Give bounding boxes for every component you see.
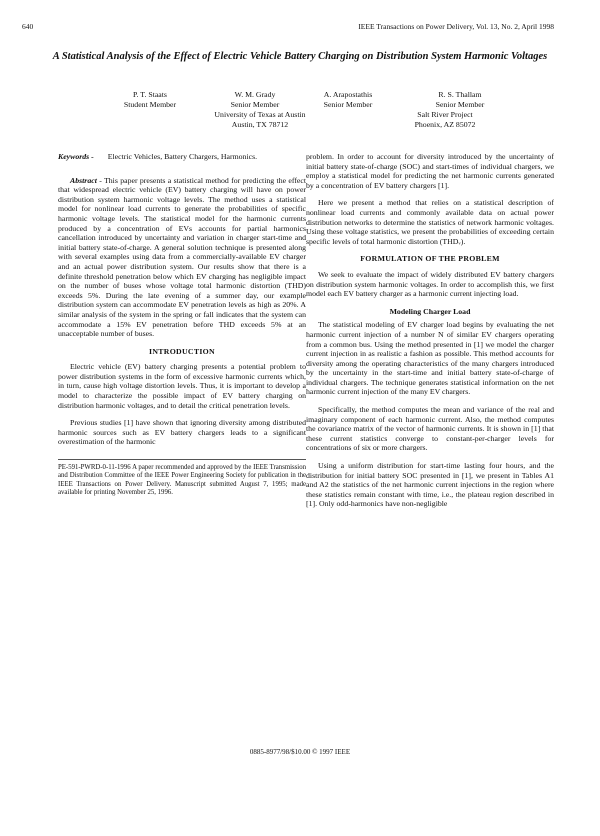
author-name: A. Arapostathis: [323, 90, 373, 99]
body-paragraph: problem. In order to account for diversity introduced by the uncertainty of initial battery state-of-charge (SOC) and start-times of individual chargers, we employ a statistical model for predicting the net harmonic currents generated by a concentration of EV battery chargers [1].: [306, 152, 554, 190]
affiliation-location: Phoenix, AZ 85072: [414, 120, 476, 129]
author: [100, 90, 200, 110]
journal-header: IEEE Transactions on Power Delivery, Vol. 13, No. 2, April 1998: [358, 22, 554, 31]
formulation-heading: FORMULATION OF THE PROBLEM: [360, 254, 500, 264]
abstract-text: - This paper presents a statistical method for predicting the effect that widespread electric vehicle (EV) battery charging will have on power distribution system harmonic voltage levels. The method uses a statistical model for nonlinear load currents to generate the probabilities of specific harmonic voltage levels. The statistical model for the harmonic currents produced by a concentration of EVs accounts for partial harmonics cancellation introduced by uncertainty and variation in charger start-time and initial battery state-of-charge. A general solution technique is presented along with several examples using data from a commercially-available EV charger and an actual power distribution system. Our results show that there is a definite threshold penetration below which EV charging has negligible impact on the number of buses whose voltage total harmonic distortion (THD) exceeds 5%. During the late evening of a summer day, our example distribution system can accommodate EV penetration levels as high as 20%. A similar analysis of the system in the spring or fall indicates that the system can accommodate a 15% EV penetration before THD exceeds 5% at an unacceptable number of buses.: [58, 175, 307, 339]
body-paragraph: Using a uniform distribution for start-time lasting four hours, and the distribution for initial battery SOC presented in [1], we present in Tables A1 and A2 the statistics of the net harmonic current injections in the region where these statistics remain constant with time, i.e., the plateau region described in [1]. Only odd-harmonics have non-negligible: [306, 461, 554, 509]
modeling-heading: Modeling Charger Load: [389, 306, 471, 316]
body-paragraph: Here we present a method that relies on a statistical description of nonlinear load currents and commonly available data on actual power distribution networks to determine the statistics of network harmonic voltages. Using these voltage statistics, we present the probabilities of exceeding certain specific levels of total harmonic distortion (THDᵥ).: [306, 198, 554, 246]
author-role: Senior Member: [323, 100, 373, 109]
copyright-notice: 0885-8977/98/$10.00 © 1997 IEEE: [249, 748, 351, 756]
left-column: [58, 152, 306, 506]
author-role: Senior Member: [435, 100, 485, 109]
affiliation-location: Austin, TX 78712: [231, 120, 289, 129]
footnote: PE-591-PWRD-0-11-1996 A paper recommended and approved by the IEEE Transmission and Distribution Committee of the IEEE Power Engineering Society for publication in the IEEE Transactions on Power Delivery. Manuscript submitted August 7, 1995; made available for printing November 25, 1996.: [58, 459, 306, 498]
abstract: [58, 176, 306, 339]
author-role: Senior Member: [230, 100, 280, 109]
author: [298, 90, 398, 110]
body-paragraph: We seek to evaluate the impact of widely distributed EV battery chargers on distribution system harmonic voltages. In order to accomplish this, we first model each EV battery charger as a harmonic current injecting load.: [306, 269, 554, 299]
affiliation: [160, 110, 360, 130]
affiliation-institution: Salt River Project: [417, 110, 473, 119]
affiliation-institution: University of Texas at Austin: [214, 110, 306, 119]
keywords: [58, 152, 306, 162]
introduction-heading: INTRODUCTION: [149, 346, 215, 356]
page-number: 640: [22, 22, 34, 31]
author-name: P. T. Staats: [133, 90, 167, 99]
author-name: W. M. Grady: [234, 90, 276, 99]
author: [410, 90, 510, 110]
author-role: Student Member: [123, 100, 177, 109]
intro-paragraph: Previous studies [1] have shown that ignoring diversity among distributed harmonic sources such as EV battery chargers leads to a significant overestimation of the harmonic: [58, 418, 306, 447]
keywords-text: Electric Vehicles, Battery Chargers, Harmonics.: [107, 152, 258, 161]
paper-title: A Statistical Analysis of the Effect of Electric Vehicle Battery Charging on Distribution System Harmonic Voltages: [52, 51, 548, 62]
body-paragraph: Specifically, the method computes the mean and variance of the real and imaginary component of each harmonic current. Also, the method computes the covariance matrix of the vector of harmonic currents. It is shown in [1] that these current statistics converge to constant-per-charger levels for concentrations of six or more chargers.: [306, 405, 554, 453]
body-paragraph: The statistical modeling of EV charger load begins by evaluating the net harmonic current injection of a number N of similar EV chargers operating from a common bus. Using the method presented in [1] we model the charger current injection in as realistic a fashion as possible. This method accounts for diversity among the operating characteristics of the many chargers introduced by the uncertainty in the start-time and initial battery state-of-charge of individual chargers. The technique generates statistical information on the net harmonic current injection of the many EV chargers.: [306, 320, 554, 397]
abstract-label: Abstract: [70, 175, 97, 185]
affiliation: [345, 110, 545, 130]
intro-paragraph: Electric vehicle (EV) battery charging presents a potential problem to power distribution systems in the form of excessive harmonic currents which, in turn, cause high voltage distortion levels. Thus, it is important to develop a model to characterize the possible impact of EV battery charging on distribution harmonic voltages, and to detail the critical penetration levels.: [58, 362, 306, 410]
author-name: R. S. Thallam: [438, 90, 482, 99]
right-column: [306, 152, 554, 517]
keywords-label: Keywords -: [58, 152, 94, 161]
author: [205, 90, 305, 110]
